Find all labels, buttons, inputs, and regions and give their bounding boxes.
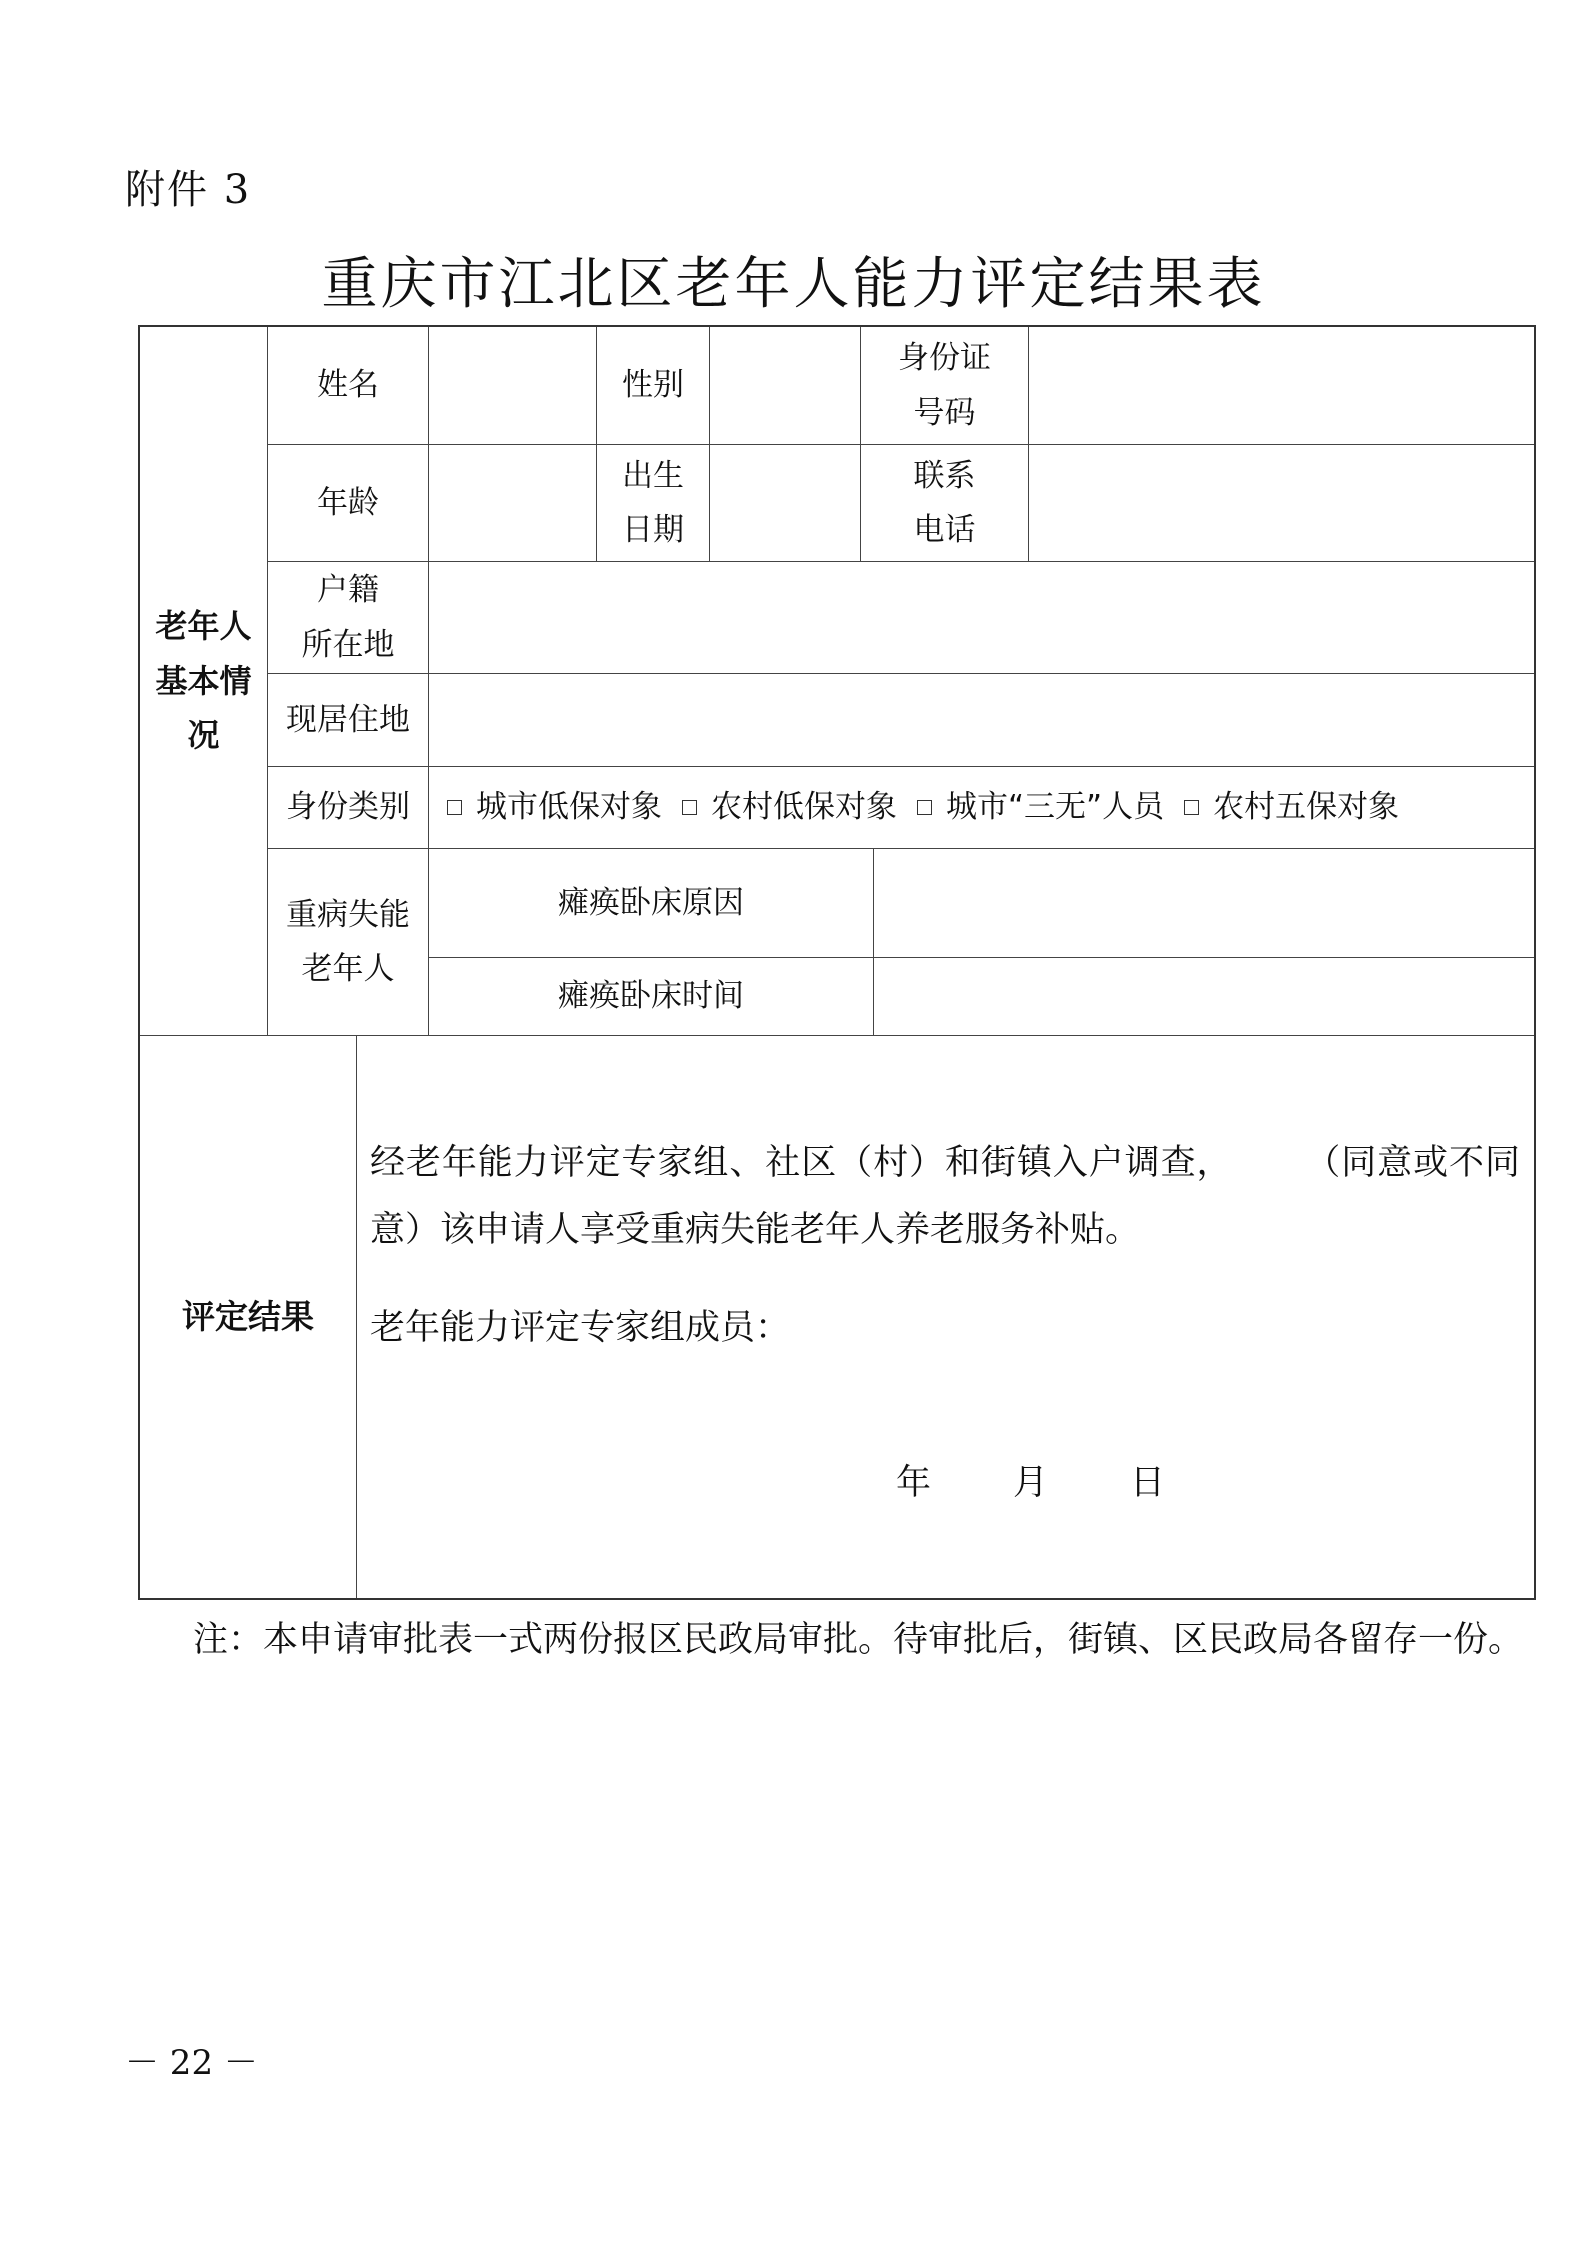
hukou-label: 户籍 所在地 [267, 561, 428, 673]
bedridden-time-label: 瘫痪卧床时间 [428, 957, 873, 1035]
checkbox-icon[interactable] [682, 800, 697, 815]
result-date [896, 1455, 1165, 1505]
day-label: 日 [1130, 1463, 1166, 1503]
bedridden-reason-field[interactable] [873, 848, 1534, 957]
identity-type-label: 身份类别 [267, 766, 428, 848]
footnote: 注：本申请审批表一式两份报区民政局审批。待审批后，街镇、区民政局各留存一份。 [193, 1620, 1524, 1660]
hukou-field[interactable] [428, 561, 1534, 673]
bedridden-reason-label: 瘫痪卧床原因 [428, 848, 873, 957]
expert-members-label: 老年能力评定专家组成员： [370, 1308, 791, 1348]
disabled-elderly-label: 重病失能 老年人 [267, 848, 428, 1035]
checkbox-icon[interactable] [1184, 800, 1199, 815]
id-number-field[interactable] [1028, 327, 1534, 444]
month-label: 月 [1013, 1463, 1049, 1503]
gender-label: 性别 [596, 327, 709, 444]
attachment-label: 附件 3 [125, 167, 252, 213]
id-number-label: 身份证 号码 [860, 327, 1028, 444]
year-label: 年 [896, 1463, 932, 1503]
age-field[interactable] [428, 444, 596, 561]
gender-field[interactable] [709, 327, 860, 444]
identity-option-urban-sanwu[interactable]: 城市“三无”人员 [911, 780, 1164, 834]
result-content [356, 1035, 1536, 1600]
identity-option-rural-dibao[interactable]: 农村低保对象 [676, 780, 897, 834]
name-field[interactable] [428, 327, 596, 444]
age-label: 年龄 [267, 444, 428, 561]
phone-label: 联系 电话 [860, 444, 1028, 561]
residence-field[interactable] [428, 673, 1534, 766]
result-statement: 经老年能力评定专家组、社区（村）和街镇入户调查， （同意或不同意）该申请人享受重病失能老年人养老服务补贴。 [370, 1143, 1520, 1250]
name-label: 姓名 [267, 327, 428, 444]
identity-option-urban-dibao[interactable]: 城市低保对象 [441, 780, 662, 834]
section-result-label: 评定结果 [140, 1035, 356, 1598]
birth-date-field[interactable] [709, 444, 860, 561]
page-title: 重庆市江北区老年人能力评定结果表 [321, 252, 1266, 317]
birth-date-label: 出生 日期 [596, 444, 709, 561]
page-number: － 22 － [125, 2043, 258, 2083]
section-basic-info-label: 老年人基本情况 [155, 607, 252, 755]
bedridden-time-field[interactable] [873, 957, 1534, 1035]
checkbox-icon[interactable] [447, 800, 462, 815]
identity-option-rural-wubao[interactable]: 农村五保对象 [1178, 780, 1399, 834]
checkbox-icon[interactable] [917, 800, 932, 815]
identity-type-options [428, 766, 1534, 848]
phone-field[interactable] [1028, 444, 1534, 561]
residence-label: 现居住地 [267, 673, 428, 766]
